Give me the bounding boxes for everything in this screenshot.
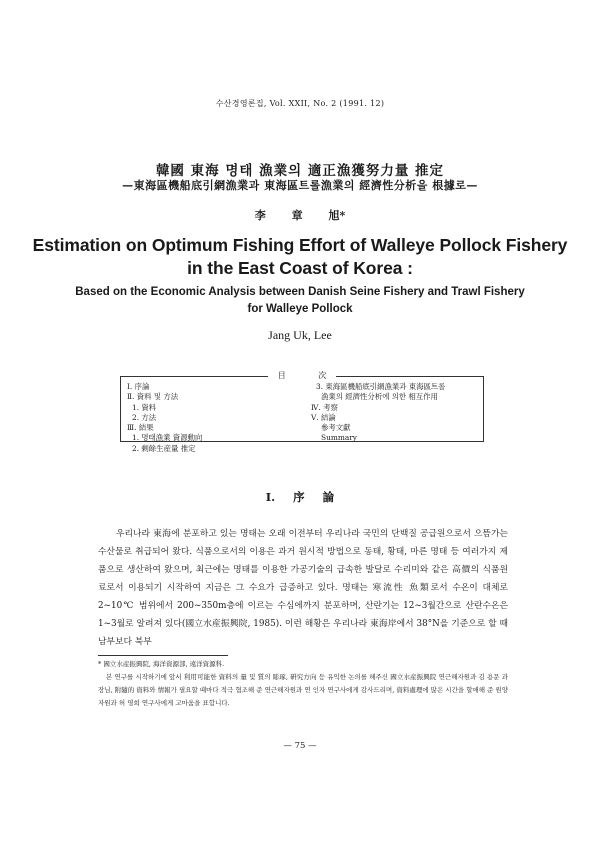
footnote-acknowledgement: 본 연구를 시작하기에 앞서 利用可能한 資料의 量 및 質의 彫琢, 硏究方向 등 유익한 논의를 해주신 國立水産振興院 연근해자원과 김 용문 과장님, 附隨的 資料와 情報가 필요할 때마다 적극 협조해 준 연근해자원과 연 인자 연구사에게 감사드리며, 資料處理에 많은 시간을 할애해 준 원양자원과 허 영희 연구사에게 고마움을 표합니다. bbox=[98, 673, 509, 707]
toc-left-column bbox=[127, 382, 202, 454]
english-title-line-1: Estimation on Optimum Fishing Effort of Walleye Pollock Fishery bbox=[32, 235, 568, 255]
footnote-affiliation: * 國立水産振興院, 海洋資源部, 遠洋資源科. bbox=[98, 660, 225, 668]
toc-item: Summary bbox=[321, 433, 357, 443]
toc-item: 2. 方法 bbox=[132, 412, 157, 422]
toc-item: 參考文獻 bbox=[321, 423, 351, 433]
toc-item: 3. 東海區機船底引網漁業과 東海區트롤 bbox=[316, 382, 446, 391]
toc-item: Ⅳ. 考察 bbox=[311, 402, 338, 412]
english-subtitle-line-1: Based on the Economic Analysis between Danish Seine Fishery and Trawl Fishery bbox=[75, 286, 525, 298]
toc-right-column bbox=[311, 382, 445, 444]
english-subtitle bbox=[0, 284, 600, 318]
toc-item: Ⅴ. 結論 bbox=[311, 412, 336, 422]
korean-title: 韓國 東海 명태 漁業의 適正漁獲努力量 推定 bbox=[155, 163, 445, 179]
footnotes bbox=[98, 658, 508, 710]
english-title bbox=[0, 234, 600, 280]
toc-item: Ⅲ. 結果 bbox=[127, 423, 154, 433]
footnote-divider bbox=[98, 655, 228, 656]
english-author: Jang Uk, Lee bbox=[268, 328, 332, 342]
table-of-contents bbox=[120, 371, 484, 453]
toc-item: 漁業의 經濟性分析에 의한 相互作用 bbox=[321, 392, 438, 402]
toc-heading: 目 次 bbox=[121, 370, 483, 381]
english-subtitle-line-2: for Walleye Pollock bbox=[247, 303, 353, 315]
korean-author: 李 章 旭* bbox=[254, 209, 346, 222]
english-title-line-2: in the East Coast of Korea : bbox=[187, 258, 413, 278]
toc-item: Ⅰ. 序論 bbox=[127, 382, 150, 391]
korean-subtitle: —東海區機船底引網漁業과 東海區트롤漁業의 經濟性分析을 根據로— bbox=[122, 179, 478, 192]
toc-item: 1. 명태漁業 資源動向 bbox=[132, 433, 203, 443]
body-paragraph: 우리나라 東海에 분포하고 있는 명태는 오래 이전부터 우리나라 국민의 단백질 공급원으로서 으뜸가는 수산물로 취급되어 왔다. 식품으로서의 이용은 과거 원시적 방법으로 동태, 황태, 마른 명태 등 여러가지 제품으로 생산하여 왔으며, 최근에는 명태를 이용한 가공기술의 급속한 발달로 수리미와 같은 高價의 식품원료로서 이용되기 시작하여 지금은 그 수요가 급증하고 있다. 명태는 寒流性 魚類로서 수온이 대체로 2~10℃ 범위에서 200~350m층에 이르는 수심에까지 분포하며, 산란기는 12~3월간으로 산란수온은 1~3월로 알려져 있다(國立水産振興院, 1985). 이런 해황은 우리나라 東海岸에서 38°N을 기준으로 할 때 남부보다 북부 bbox=[98, 529, 508, 647]
toc-item: 1. 資料 bbox=[132, 402, 157, 412]
toc-item: 2. 剩餘生産量 推定 bbox=[132, 443, 196, 453]
section-heading: Ⅰ. 序 論 bbox=[265, 490, 335, 504]
journal-header: 수산경영론집, Vol. XXII, No. 2 (1991. 12) bbox=[215, 99, 385, 108]
toc-item: Ⅱ. 資料 및 方法 bbox=[127, 392, 179, 402]
page-number: — 75 — bbox=[283, 741, 317, 751]
